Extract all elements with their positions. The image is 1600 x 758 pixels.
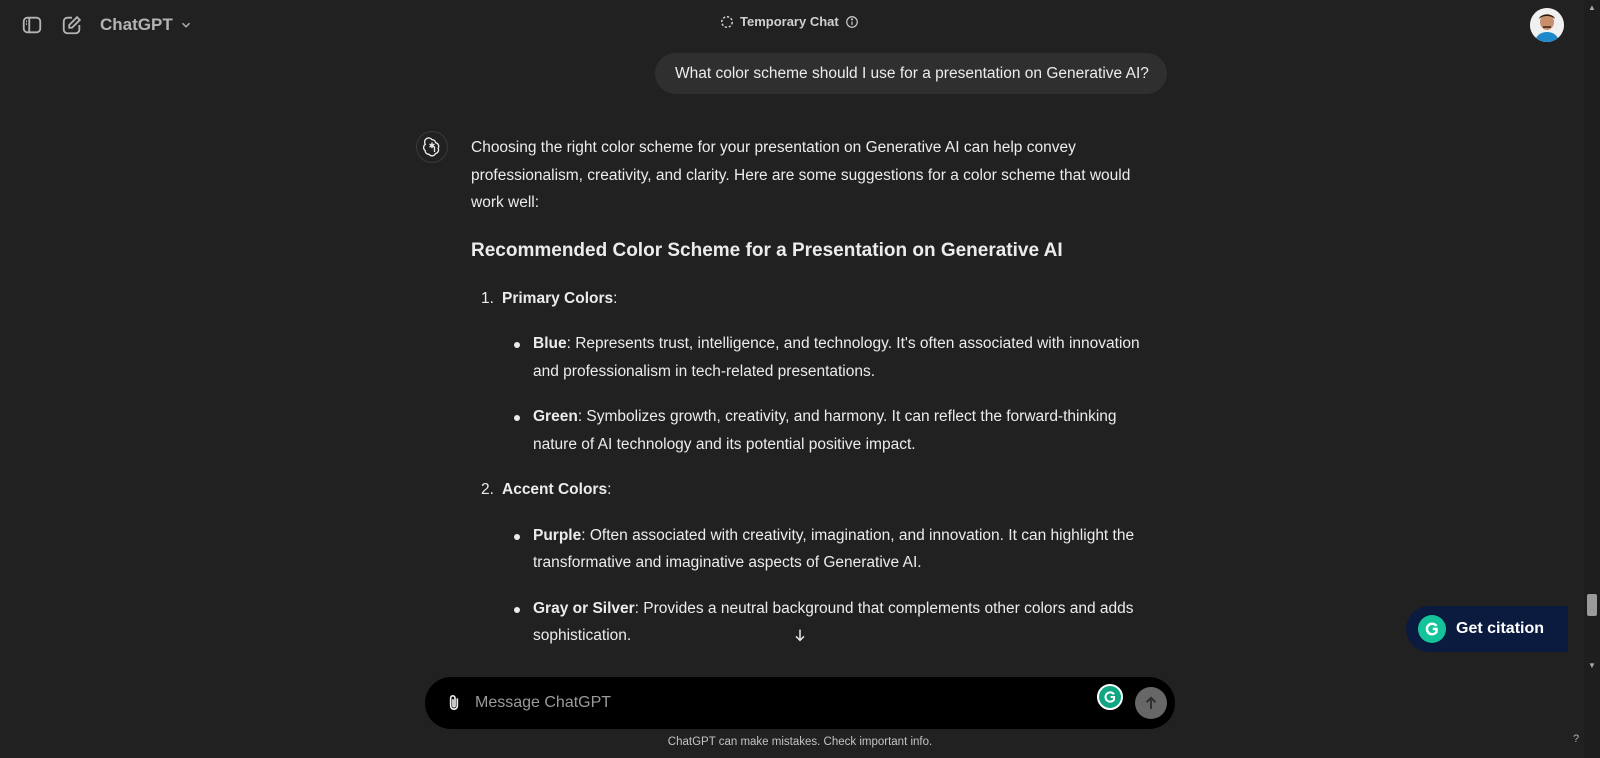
list-item: 2. Accent Colors: Purple: Often associated with creativity, imagination, and innovation. It can highlight the transformative and imaginative aspects of Generative AI. Gray or Silver: Provides a neutral background that complements other colors and adds sophistication.	[471, 476, 1151, 650]
answer-intro: Choosing the right color scheme for your presentation on Generative AI can help convey professionalism, creativity, and clarity. Here are some suggestions for a color scheme that would work well:	[471, 139, 1131, 211]
assistant-message	[471, 134, 1151, 668]
color-term: Gray or Silver	[533, 599, 635, 617]
scrollbar-thumb[interactable]	[1587, 594, 1597, 616]
openai-logo-icon	[422, 137, 442, 157]
section-title: Accent Colors	[502, 481, 608, 498]
grammarly-icon	[1102, 689, 1118, 705]
message-input[interactable]	[475, 687, 1035, 719]
color-description: : Often associated with creativity, imagination, and innovation. It can highlight the transformative and imaginative aspects of Generative AI.	[533, 526, 1135, 571]
sidebar-icon	[21, 14, 43, 36]
color-description: : Provides a neutral background that complements other colors and adds sophistication.	[533, 599, 1134, 644]
help-button[interactable]: ?	[1572, 733, 1580, 745]
sidebar-toggle-button[interactable]	[17, 10, 47, 40]
edit-icon	[61, 14, 83, 36]
page-scrollbar[interactable]	[1584, 0, 1600, 758]
new-chat-button[interactable]	[57, 10, 87, 40]
arrow-up-icon	[1142, 694, 1160, 712]
grammarly-logo-icon	[1418, 615, 1446, 643]
message-composer	[425, 677, 1175, 729]
info-icon[interactable]	[845, 15, 859, 29]
assistant-avatar	[416, 131, 448, 163]
color-description: : Represents trust, intelligence, and technology. It's often associated with innovation and professionalism in tech-related presentations.	[533, 335, 1140, 380]
temporary-chat-label: Temporary Chat	[740, 14, 839, 29]
grammarly-button[interactable]	[1097, 684, 1123, 710]
list-item	[502, 522, 1151, 577]
list-item	[502, 595, 1151, 650]
scroll-up-arrow-icon[interactable]: ▲	[1588, 3, 1596, 12]
color-description: : Symbolizes growth, creativity, and harmony. It can reflect the forward-thinking nature of AI technology and its potential positive impact.	[533, 408, 1117, 453]
answer-heading: Recommended Color Scheme for a Presentation on Generative AI	[471, 239, 1063, 261]
list-number: 1.	[481, 289, 494, 307]
dashed-circle-icon	[720, 15, 734, 29]
color-term: Purple	[533, 526, 582, 544]
model-name: ChatGPT	[100, 15, 173, 34]
top-bar	[0, 0, 1584, 50]
scroll-to-bottom-button[interactable]	[784, 622, 816, 648]
list-item	[502, 330, 1151, 385]
list-item	[502, 403, 1151, 458]
chevron-down-icon	[179, 18, 193, 32]
list-item: 1. Primary Colors: Blue: Represents trust, intelligence, and technology. It's often associated with innovation and professionalism in tech-related presentations. Green: Symbolizes growth, creativity, and harmony. It can reflect the forward-thinking nature of AI technology and its potential positive impact.	[471, 285, 1151, 459]
disclaimer-text: ChatGPT can make mistakes. Check important info.	[667, 736, 933, 748]
model-switcher[interactable]	[100, 12, 193, 38]
temporary-chat-indicator	[720, 14, 859, 29]
color-term: Green	[533, 408, 578, 425]
attach-button[interactable]	[441, 690, 467, 716]
user-message-bubble: What color scheme should I use for a presentation on Generative AI?	[655, 53, 1167, 94]
paperclip-icon	[444, 693, 464, 713]
list-number: 2.	[481, 481, 494, 498]
section-title: Primary Colors	[502, 289, 614, 307]
color-term: Blue	[533, 335, 567, 352]
get-citation-label: Get citation	[1456, 620, 1545, 637]
send-button[interactable]	[1135, 687, 1167, 719]
avatar[interactable]	[1530, 8, 1564, 42]
arrow-down-icon	[792, 627, 808, 643]
get-citation-button[interactable]	[1406, 606, 1568, 652]
user-avatar-icon	[1530, 8, 1564, 42]
scroll-down-arrow-icon[interactable]: ▼	[1588, 661, 1596, 670]
